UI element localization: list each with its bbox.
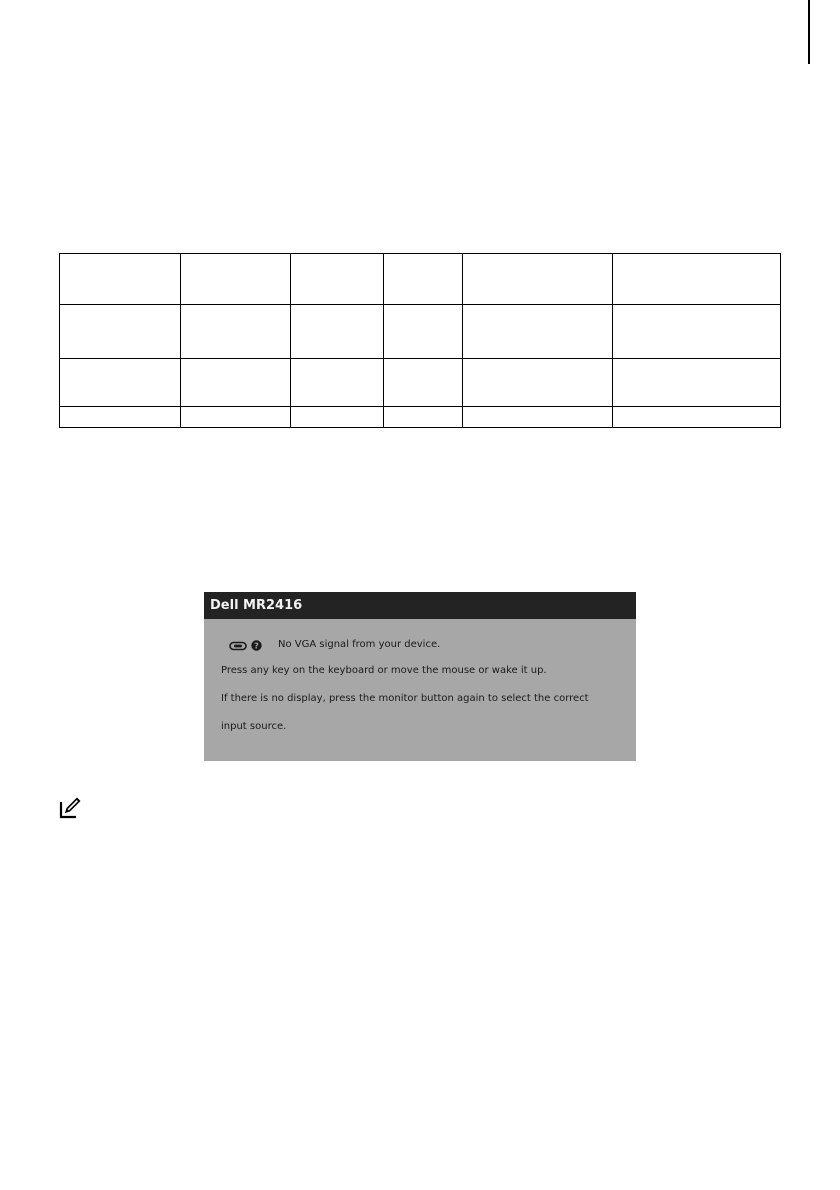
table-cell (181, 254, 291, 305)
page-edge-rule (808, 0, 810, 64)
table-cell (384, 254, 463, 305)
table-cell (613, 254, 781, 305)
table-row (60, 359, 781, 407)
osd-title: Dell MR2416 (204, 592, 636, 619)
note-pencil-icon (59, 795, 83, 819)
table-cell (463, 305, 613, 359)
help-icon (251, 640, 262, 651)
table-row (60, 407, 781, 428)
osd-instruction-line-3: input source. (221, 721, 287, 732)
table-cell (613, 305, 781, 359)
table-cell (384, 305, 463, 359)
table-cell (181, 407, 291, 428)
table-cell (463, 407, 613, 428)
table-cell (384, 359, 463, 407)
table-cell (463, 254, 613, 305)
table-cell (384, 407, 463, 428)
table-cell (60, 254, 181, 305)
osd-no-signal-message: No VGA signal from your device. (278, 639, 441, 650)
power-management-table (59, 253, 781, 428)
osd-instruction-line-1: Press any key on the keyboard or move the mouse or wake it up. (221, 665, 547, 676)
table-cell (613, 359, 781, 407)
osd-instruction-line-2: If there is no display, press the monitor button again to select the correct (221, 693, 589, 704)
table-cell (613, 407, 781, 428)
table-cell (60, 359, 181, 407)
table-header-row (60, 254, 781, 305)
svg-text:?: ? (254, 641, 259, 651)
table-cell (291, 359, 384, 407)
vga-connector-icon (229, 641, 247, 651)
table-cell (291, 254, 384, 305)
table-cell (181, 305, 291, 359)
table-cell (60, 305, 181, 359)
osd-warning-dialog (204, 592, 636, 761)
table-cell (181, 359, 291, 407)
table-cell (463, 359, 613, 407)
table-cell (60, 407, 181, 428)
table-cell (291, 305, 384, 359)
table-cell (291, 407, 384, 428)
table-row (60, 305, 781, 359)
osd-status-icons (229, 640, 262, 651)
